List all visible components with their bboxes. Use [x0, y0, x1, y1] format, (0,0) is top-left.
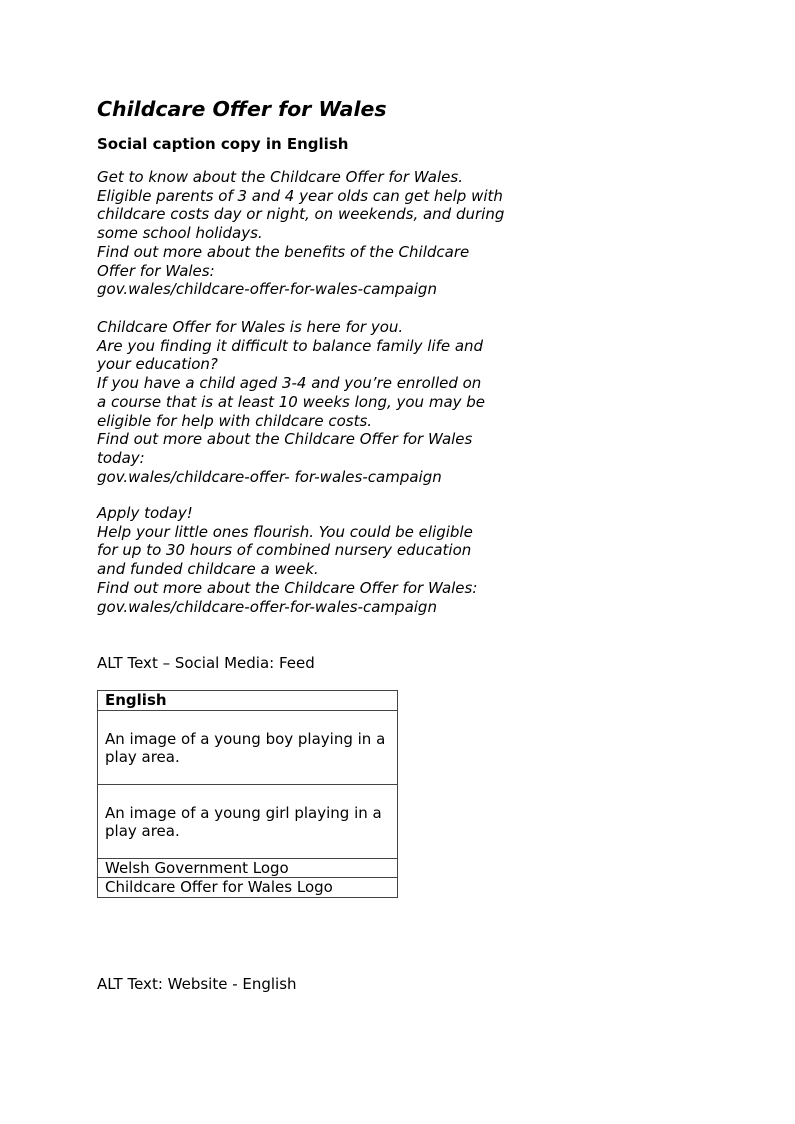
caption-line: a course that is at least 10 weeks long, you may be	[97, 392, 486, 411]
caption-line: eligible for help with childcare costs.	[97, 411, 373, 430]
table-row	[98, 784, 398, 858]
alt-text-table	[97, 690, 398, 898]
caption-line: some school holidays.	[97, 224, 263, 243]
caption-line: Childcare Offer for Wales is here for you.	[97, 318, 404, 336]
table-row	[98, 878, 398, 898]
caption-line: Find out more about the Childcare Offer for Wales	[97, 430, 473, 449]
table-header-english: English	[98, 691, 398, 711]
caption-line: Find out more about the benefits of the Childcare	[97, 242, 470, 261]
table-cell: An image of a young girl playing in a play area.	[98, 784, 398, 858]
caption-block-1	[97, 168, 504, 299]
caption-line: Help your little ones flourish. You could be eligible	[97, 522, 473, 541]
document-title: Childcare Offer for Wales	[97, 97, 387, 121]
caption-line: Apply today!	[97, 504, 193, 522]
caption-line: Are you finding it difficult to balance family life and	[97, 336, 484, 355]
caption-line: today:	[97, 448, 145, 467]
caption-line: Eligible parents of 3 and 4 year olds can get help with	[97, 186, 503, 205]
caption-line: Offer for Wales:	[97, 261, 215, 280]
caption-line: your education?	[97, 355, 218, 374]
caption-link: gov.wales/childcare-offer-for-wales-campaign	[97, 597, 437, 616]
caption-line: Get to know about the Childcare Offer for Wales.	[97, 168, 463, 186]
caption-block-3	[97, 504, 477, 616]
caption-line: childcare costs day or night, on weekends, and during	[97, 205, 505, 224]
table-cell: Childcare Offer for Wales Logo	[98, 878, 398, 898]
caption-link: gov.wales/childcare-offer-for-wales-campaign	[97, 280, 437, 299]
alt-website-heading: ALT Text: Website - English	[97, 975, 297, 993]
caption-line: for up to 30 hours of combined nursery education	[97, 541, 472, 560]
table-cell: An image of a young boy playing in a play area.	[98, 710, 398, 784]
caption-line: Find out more about the Childcare Offer for Wales:	[97, 578, 478, 597]
table-row	[98, 710, 398, 784]
document-subtitle: Social caption copy in English	[97, 135, 349, 153]
caption-line: If you have a child aged 3-4 and you’re enrolled on	[97, 374, 482, 393]
caption-block-2	[97, 318, 485, 486]
table-header-row	[98, 691, 398, 711]
caption-line: and funded childcare a week.	[97, 560, 319, 579]
caption-link: gov.wales/childcare-offer- for-wales-campaign	[97, 467, 442, 486]
table-cell: Welsh Government Logo	[98, 858, 398, 878]
table-row	[98, 858, 398, 878]
alt-feed-heading: ALT Text – Social Media: Feed	[97, 654, 315, 672]
